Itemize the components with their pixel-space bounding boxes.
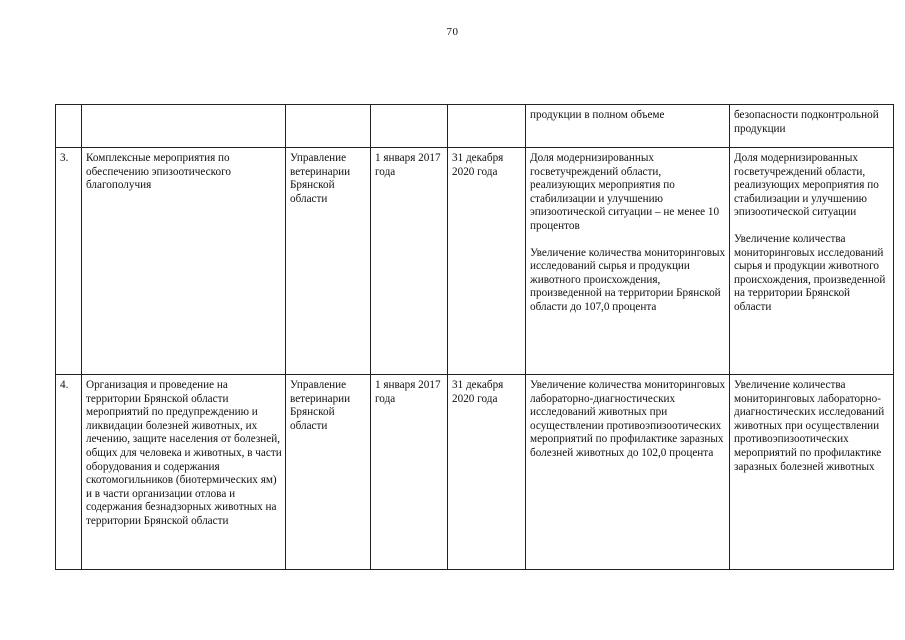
- table-row-continuation: [56, 105, 894, 148]
- indicator-cell: [526, 375, 730, 570]
- start-date-cell: 1 января 2017 года: [371, 148, 448, 375]
- measure-cell: Комплексные мероприятия по обеспечению эпизоотического благополучия: [82, 148, 286, 375]
- cell-executor-empty: [286, 105, 371, 148]
- result-text: Увеличение количества мониторинговых исследований сырья и продукции животного происхождения, произведенной на территории Брянской области: [734, 232, 886, 313]
- cell-num-empty: [56, 105, 82, 148]
- result-cell: [730, 148, 894, 375]
- end-date-cell: 31 декабря 2020 года: [448, 148, 526, 375]
- executor-cell: Управление ветеринарии Брянской области: [286, 375, 371, 570]
- program-measures-table: [55, 104, 894, 570]
- row-number: 3.: [56, 148, 82, 375]
- indicator-text: Увеличение количества мониторинговых лабораторно-диагностических исследований животных при осуществлении противоэпизоотических мероприятий по профилактике заразных болезней животных до 102,0 процента: [530, 379, 726, 459]
- result-text: Увеличение количества мониторинговых лабораторно-диагностических исследований животных при осуществлении противоэпизоотических мероприятий по профилактике заразных болезней животных: [734, 379, 885, 473]
- cell-indicator-continuation: продукции в полном объеме: [526, 105, 730, 148]
- result-text: Доля модернизированных госветучреждений области, реализующих мероприятия по стабилизации и улучшению эпизоотической ситуации: [734, 152, 879, 219]
- end-date-cell: 31 декабря 2020 года: [448, 375, 526, 570]
- indicator-text: Доля модернизированных госветучреждений области, реализующих мероприятия по стабилизации и улучшению эпизоотической ситуации – не менее 10 процентов: [530, 152, 720, 232]
- cell-measure-empty: [82, 105, 286, 148]
- result-cell: [730, 375, 894, 570]
- indicator-text: Увеличение количества мониторинговых исследований сырья и продукции животного происхождения, произведенной на территории Брянской области до 107,0 процента: [530, 246, 726, 313]
- start-date-cell: 1 января 2017 года: [371, 375, 448, 570]
- cell-start-empty: [371, 105, 448, 148]
- indicator-cell: [526, 148, 730, 375]
- page-number: 70: [446, 26, 459, 38]
- table-row: [56, 148, 894, 375]
- cell-result-continuation: безопасности подконтрольной продукции: [730, 105, 894, 148]
- row-number: 4.: [56, 375, 82, 570]
- executor-cell: Управление ветеринарии Брянской области: [286, 148, 371, 375]
- table-row: [56, 375, 894, 570]
- cell-end-empty: [448, 105, 526, 148]
- measure-cell: Организация и проведение на территории Брянской области мероприятий по предупреждению и ликвидации болезней животных, их лечению, защите населения от болезней, общих для человека и животных, в части оборудования и содержания скотомогильников (биотермических ям) и в части организации отлова и содержания безнадзорных животных на территории Брянской области: [82, 375, 286, 570]
